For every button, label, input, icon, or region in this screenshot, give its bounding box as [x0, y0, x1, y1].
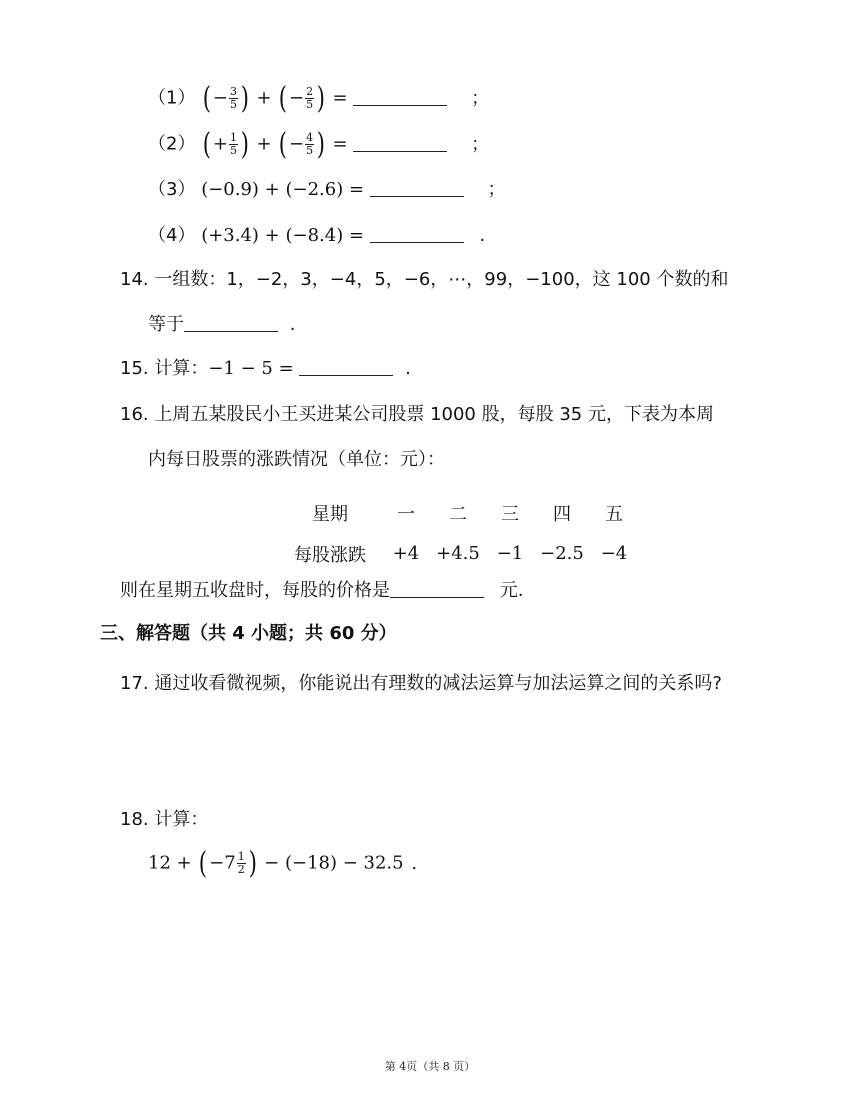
- q15: [120, 357, 411, 381]
- sign: −: [212, 87, 228, 109]
- fraction: [229, 86, 238, 111]
- equals: =: [332, 133, 348, 155]
- table-cell: −4: [600, 543, 628, 564]
- q14-line-1: 14. 一组数：1，−2，3，−4，5，−6，⋯，99，−100，这 100 个数的和: [120, 269, 729, 290]
- table-cell: 二: [449, 503, 467, 525]
- punctuation: .: [479, 225, 486, 246]
- expression-part: − (−18) − 32.5: [264, 852, 404, 874]
- equals: =: [332, 87, 348, 109]
- item-label: （4）: [148, 225, 196, 246]
- answer-blank[interactable]: [184, 313, 278, 332]
- operator: +: [256, 133, 272, 155]
- section-heading: 三、解答题（共 4 小题；共 60 分）: [100, 623, 397, 644]
- answer-blank[interactable]: [390, 579, 484, 598]
- numerator: 1: [230, 131, 237, 144]
- q13-item-1: [148, 80, 490, 116]
- fraction: [305, 132, 314, 157]
- right-paren: ): [240, 126, 249, 162]
- item-label: （3）: [148, 179, 196, 200]
- q13-item-3: [148, 178, 506, 202]
- table-row: [280, 533, 640, 574]
- table-cell: 三: [501, 503, 519, 525]
- table-row-label: 每股涨跌: [294, 544, 366, 566]
- q14-line-2: [148, 313, 295, 337]
- answer-blank[interactable]: [370, 224, 464, 243]
- table-cell: 四: [553, 503, 571, 525]
- right-paren: ): [316, 80, 326, 116]
- fraction: [237, 851, 246, 876]
- expression: −1 − 5 =: [208, 358, 294, 379]
- q18-label: 18. 计算：: [120, 809, 209, 830]
- q13-item-2: [148, 126, 490, 162]
- punctuation: ；: [471, 133, 490, 155]
- right-paren: ): [316, 126, 326, 162]
- fraction: [229, 132, 238, 157]
- answer-blank[interactable]: [299, 357, 393, 376]
- left-paren: (: [279, 126, 288, 162]
- numerator: 4: [306, 131, 314, 144]
- denominator: 5: [306, 144, 314, 157]
- table-cell: +4.5: [436, 543, 480, 564]
- q16-line-2: 内每日股票的涨跌情况（单位：元）：: [148, 449, 445, 470]
- item-label: （2）: [148, 133, 196, 155]
- text: 15. 计算：: [120, 358, 209, 379]
- table-cell: 五: [605, 503, 623, 525]
- answer-blank[interactable]: [370, 178, 464, 197]
- q16-tail: [120, 579, 523, 603]
- numerator: 2: [306, 85, 314, 98]
- answer-blank[interactable]: [353, 133, 447, 152]
- punctuation: ；: [471, 87, 490, 109]
- denominator: 5: [230, 98, 237, 111]
- left-paren: (: [199, 845, 208, 881]
- table-header-label: 星期: [312, 503, 348, 525]
- expression: (−0.9) + (−2.6) =: [201, 179, 365, 200]
- expression: (+3.4) + (−8.4) =: [201, 225, 365, 246]
- denominator: 2: [237, 863, 245, 876]
- table-row: [280, 492, 640, 533]
- table-cell: +4: [392, 543, 420, 564]
- mixed-whole: −7: [209, 852, 236, 874]
- right-paren: ): [248, 845, 257, 881]
- table-cell: 一: [397, 503, 415, 525]
- punctuation: .: [411, 852, 418, 874]
- punctuation: .: [289, 314, 296, 335]
- numerator: 1: [237, 850, 245, 863]
- sign: −: [289, 87, 305, 109]
- punctuation: ；: [487, 179, 506, 200]
- sign: −: [289, 133, 305, 155]
- denominator: 5: [230, 144, 237, 157]
- fraction: [305, 86, 314, 111]
- q18-expression: [148, 845, 418, 881]
- item-label: （1）: [148, 87, 196, 109]
- punctuation: .: [405, 358, 411, 379]
- table-cell: −1: [496, 543, 524, 564]
- sign: +: [212, 133, 228, 155]
- answer-blank[interactable]: [353, 87, 447, 106]
- q16-line-1: 16. 上周五某股民小王买进某公司股票 1000 股，每股 35 元，下表为本周: [120, 404, 714, 425]
- right-paren: ): [240, 80, 249, 116]
- expression-part: 12 +: [148, 852, 192, 874]
- left-paren: (: [202, 80, 212, 116]
- q13-item-4: [148, 224, 485, 248]
- page-footer: 第 4页（共 8 页）: [384, 1060, 476, 1073]
- operator: +: [256, 87, 272, 109]
- denominator: 5: [306, 98, 314, 111]
- stock-change-table: [280, 492, 640, 574]
- q17: 17. 通过收看微视频，你能说出有理数的减法运算与加法运算之间的关系吗?: [120, 673, 722, 694]
- left-paren: (: [202, 126, 212, 162]
- left-paren: (: [279, 80, 288, 116]
- numerator: 3: [230, 85, 237, 98]
- unit-text: 元.: [499, 580, 524, 601]
- text: 则在星期五收盘时，每股的价格是: [120, 580, 390, 601]
- text: 等于: [148, 314, 184, 335]
- table-cell: −2.5: [540, 543, 584, 564]
